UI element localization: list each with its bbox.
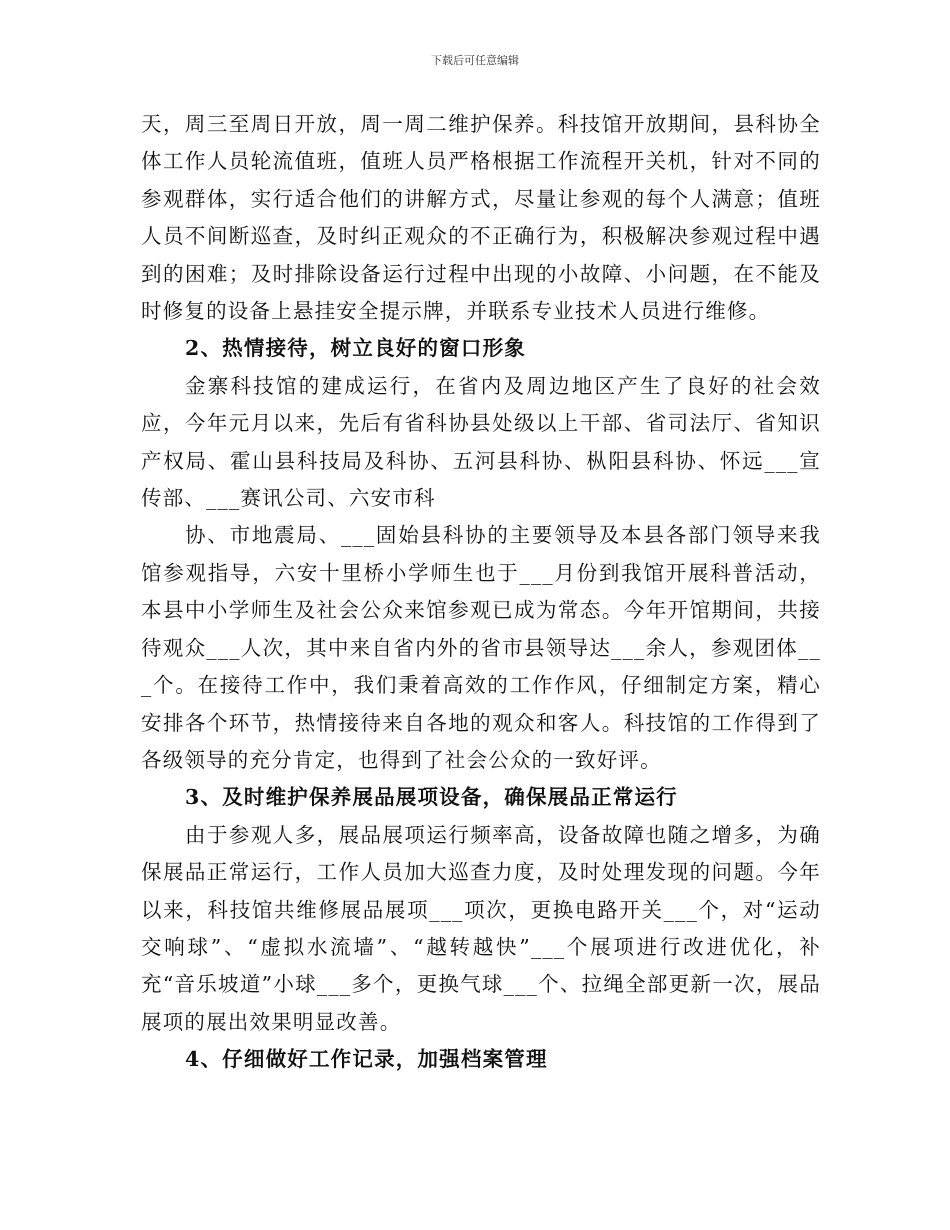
paragraph-line: 同的参观群体，实行适合他们的讲解方式，尽量让参观的每个人满意； [141, 149, 821, 211]
paragraph-line: “运动交响球”、“虚拟水流墙”、“越转越快”___个展项进行改进 [141, 897, 821, 959]
paragraph-line: 程中遇到的困难；及时排除设备运行过程中出现的小故障、小问题， [141, 224, 821, 286]
paragraph-line: 值班人员不间断巡查，及时纠正观众的不正确行为，积极解决参观过 [141, 186, 821, 249]
paragraph-line: 应，今年元月以来，先后有省科协县处级以上干部、省司法厅、省知 [141, 411, 800, 436]
page-header-note: 下载后可任意编辑 [431, 54, 519, 67]
document-body [141, 106, 821, 1079]
paragraph-line: 本县中小学师生及社会公众来馆参观已成为常态。今年开馆期间，共 [141, 598, 800, 623]
paragraph-line: 金寨科技馆的建成运行，在省内及周边地区产生了良好的社会效 [185, 373, 821, 398]
body-paragraph [141, 368, 821, 518]
paragraph-line: 维修。 [705, 299, 771, 324]
paragraph-line: 全体工作人员轮流值班，值班人员严格根据工作流程开关机，针对不 [141, 112, 821, 174]
paragraph-line: 协、市地震局、___固始县科协的主要领导及本县各部门领导来我 [185, 523, 821, 548]
paragraph-line: 识产权局、霍山县科技局及科协、五河县科协、枞阳县科协、怀远___ [141, 411, 821, 473]
paragraph-line: 馆参观指导，六安十里桥小学师生也于___月份到我馆开展科普活动， [141, 560, 821, 585]
body-paragraph [141, 106, 821, 330]
section-heading: 3、及时维护保养展品展项设备，确保展品正常运行 [185, 785, 678, 810]
section-heading: 2、热情接待，树立良好的窗口形象 [185, 336, 526, 361]
paragraph-line: 在不能及时修复的设备上悬挂安全提示牌，并联系专业技术人员进行 [141, 261, 821, 324]
body-paragraph [141, 517, 821, 779]
paragraph-line: 宣传部、___赛讯公司、六安市科 [141, 448, 821, 511]
paragraph-line: 确保展品正常运行，工作人员加大巡查力度，及时处理发现的问题。 [141, 822, 821, 885]
paragraph-line: 天，周三至周日开放，周一周二维护保养。科技馆开放期间，县科协 [141, 112, 800, 136]
body-paragraph [141, 817, 821, 1041]
section-heading: 4、仔细做好工作记录，加强档案管理 [185, 1047, 548, 1072]
paragraph-line: 优化，补充“音乐坡道”小球___多个，更换气球___个、拉绳全部更 [141, 934, 821, 997]
paragraph-line: 精心安排各个环节，热情接待来自各地的观众和客人。科技馆的工作 [141, 673, 821, 735]
paragraph-line: 接待观众___人次，其中来自省内外的省市县领导达___余人，参观团 [141, 598, 821, 660]
paragraph-line: 今年以来，科技馆共维修展品展项___项次，更换电路开关___个，对 [141, 860, 821, 922]
paragraph-line: 体___个。在接待工作中，我们秉着高效的工作作风，仔细制定方案， [141, 635, 821, 698]
paragraph-line: 得到了各级领导的充分肯定，也得到了社会公众的一致好评。 [141, 710, 821, 772]
paragraph-line: 由于参观人多，展品展项运行频率高，设备故障也随之增多，为 [185, 822, 800, 847]
paragraph-line: 新一次，展品展项的展出效果明显改善。 [141, 972, 821, 1034]
